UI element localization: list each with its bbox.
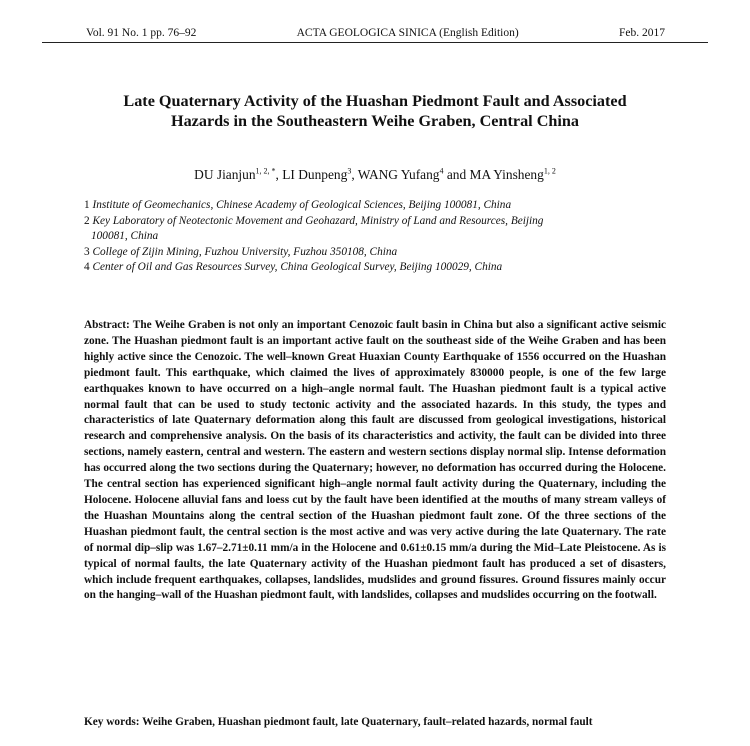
affiliation-item — [84, 245, 684, 261]
abstract: Abstract: The Weihe Graben is not only an important Cenozoic fault basin in China but also a significant active seismic zone. The Huashan piedmont fault is an important active fault on the southeast side of the Weihe Graben and has been highly active since the Cenozoic. The well–known Great Huaxian County Earthquake of 1556 occurred on the Huashan piedmont fault. This earthquake, which claimed the lives of approximately 830000 people, is one of the few large earthquakes known to have occurred on a high–angle normal fault. The Huashan piedmont fault is a typical active normal fault that can be used to study tectonic activity and the associated hazards. In this study, the types and characteristics of late Quaternary deformation along this fault are discussed from geological investigations, historical research and comprehensive analysis. On the basis of its characteristics and activity, the fault can be divided into three sections, namely eastern, central and western. The eastern and western sections display normal slip. Intense deformation has occurred along the two sections during the Quaternary; however, no deformation has occurred during the Holocene. The central section has experienced significant high–angle normal fault activity during the Quaternary, including the Holocene. Holocene alluvial fans and loess cut by the fault have been identified at the mouths of many stream valleys of the Huashan Mountains along the central section of the Huashan piedmont fault zone. Of the three sections of the Huashan piedmont fault, the central section is the most active and was very active during the late Quaternary. The rate of normal dip–slip was 1.67–2.71±0.11 mm/a in the Holocene and 0.61±0.15 mm/a during the Mid–Late Pleistocene. As is typical of normal faults, the late Quaternary activity of the Huashan piedmont fault has produced a set of disasters, which include frequent earthquakes, collapses, landslides, mudslides and ground fissures. Ground fissures mainly occur on the hanging–wall of the Huashan piedmont fault, with landslides, collapses and mudslides occurring on the footwall. — [84, 319, 666, 602]
author-separator: and — [443, 167, 470, 182]
issue-date: Feb. 2017 — [618, 27, 665, 39]
affiliation-number: 4 — [84, 261, 93, 274]
author-affiliation-marker: 3 — [347, 166, 352, 176]
header-rule — [42, 42, 708, 43]
author-affiliation-marker: 1, 2 — [543, 166, 556, 176]
affiliation-item — [84, 198, 684, 214]
affiliation-number: 3 — [84, 245, 93, 258]
author-name: WANG Yufang — [357, 167, 440, 182]
title-line: Hazards in the Southeastern Weihe Graben, Central China — [171, 112, 579, 130]
affiliation-item — [84, 260, 684, 276]
volume-info: Vol. 91 No. 1 pp. 76–92 — [86, 27, 197, 39]
author-name: DU Jianjun — [194, 167, 256, 182]
author-affiliation-marker: 1, 2, * — [255, 166, 276, 176]
author-separator: , — [275, 167, 283, 182]
affiliation-text: College of Zijin Mining, Fuzhou University, Fuzhou 350108, China — [92, 245, 398, 258]
affiliation-number: 1 — [84, 199, 93, 211]
affiliation-item — [84, 214, 684, 245]
paper-title — [60, 91, 690, 131]
affiliation-text: Institute of Geomechanics, Chinese Academy of Geological Sciences, Beijing 100081, China — [92, 199, 512, 211]
journal-name: ACTA GEOLOGICA SINICA (English Edition) — [296, 27, 519, 39]
title-line: Late Quaternary Activity of the Huashan Piedmont Fault and Associated — [123, 92, 627, 110]
affiliation-text: Center of Oil and Gas Resources Survey, China Geological Survey, Beijing 100029, China — [92, 261, 503, 274]
affiliation-text: Key Laboratory of Neotectonic Movement and Geohazard, Ministry of Land and Resources, Beijing — [92, 214, 544, 227]
author-list — [60, 167, 690, 183]
running-header — [86, 26, 665, 40]
author-separator: , — [351, 167, 358, 182]
author-affiliation-marker: 4 — [439, 166, 444, 176]
affiliation-list — [84, 198, 684, 276]
affiliation-text-continued: 100081, China — [91, 230, 159, 243]
affiliation-number: 2 — [84, 214, 93, 227]
author-name: MA Yinsheng — [469, 167, 544, 182]
author-name: LI Dunpeng — [282, 167, 348, 182]
keywords: Key words: Weihe Graben, Huashan piedmont fault, late Quaternary, fault–related hazards, normal fault — [84, 716, 593, 728]
